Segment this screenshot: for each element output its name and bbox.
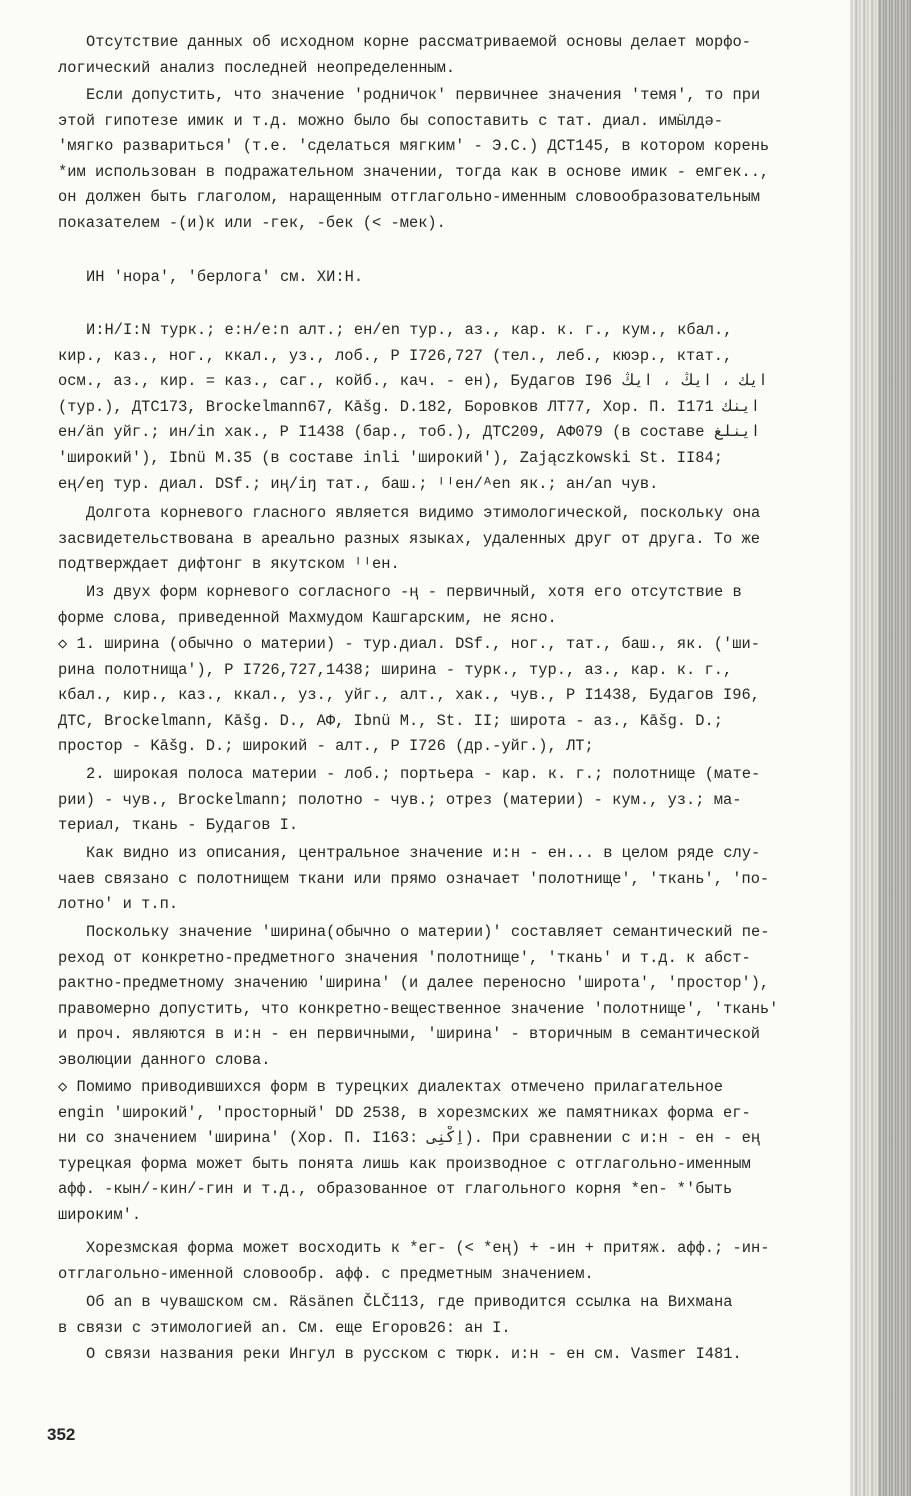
text-line: засвидетельствована в ареально разных языках, удаленных друг от друга. То же [58,529,760,548]
text-line: правомерно допустить, что конкретно-вещественное значение 'полотнище', 'ткань' [58,999,779,1018]
text-line: эволюции данного слова. [58,1050,271,1069]
paragraph-meaning-2 [58,762,853,839]
text-line: Хорезмская форма может восходить к *ег- (< *ең) + -ин + притяж. афф.; -ин- [86,1239,770,1257]
text-line: Долгота корневого гласного является видимо этимологической, поскольку она [86,504,761,522]
paragraph-chuvash [58,1290,853,1341]
paragraph-vowel-length [58,501,853,578]
text-line: ен/än уйг.; ин/in хак., Р I1438 (бар., тоб.), ДТС209, АФ079 (в составе اينلغ [58,423,761,442]
text-line: (тур.), ДТС173, Brockelmann67, Kāšg. D.182, Боровков ЛТ77, Хор. П. I171 اينك [58,397,761,416]
text-line: чаев связано с полотнищем ткани или прямо означает 'полотнище', 'ткань', 'по- [58,869,770,888]
text-line: реход от конкретно-предметного значения 'полотнище', 'ткань' и т.д. к абст- [58,948,751,967]
text-line: *им использован в подражательном значении, тогда как в основе имик - емгек.., [58,162,770,181]
text-line: ◇ 1. ширина (обычно о материи) - тур.диал. DSf., ног., тат., баш., як. ('ши- [58,635,760,653]
paragraph-ingul [58,1342,853,1368]
text-line: афф. -кын/-кин/-гин и т.д., образованное от глагольного корня *en- *'быть [58,1180,733,1199]
text-line: рии) - чув., Brockelmann; полотно - чув.; отрез (материи) - кум., уз.; ма- [58,790,742,809]
text-line: рина полотнища'), Р I726,727,1438; ширина - турк., тур., аз., кар. к. г., [58,660,733,679]
text-line: 'мягко развариться' (т.е. 'сделаться мягким' - Э.С.) ДСТ145, в котором корень [58,137,770,156]
paragraph-khorezm [58,1236,853,1287]
text-line: Если допустить, что значение 'родничок' первичнее значения 'темя', то при [86,86,761,104]
text-line: кир., каз., ног., ккал., уз., лоб., Р I726,727 (тел., леб., кюэр., ктат., [58,346,733,365]
text-line: отглагольно-именной словообр. афф. с предметным значением. [58,1264,594,1283]
text-line: ДТС, Brockelmann, Kāšg. D., АФ, Ibnü M., St. II; широта - аз., Kāšg. D.; [58,711,723,730]
text-line: широким'. [58,1205,142,1224]
text-line: Поскольку значение 'ширина(обычно о материи)' составляет семантический пе- [86,923,770,941]
text-line: рактно-предметному значению 'ширина' (и далее переносно 'широта', 'простор'), [58,974,770,993]
paragraph-hypothesis [58,83,853,237]
text-line: подтверждает дифтонг в якутском ᴵᴵен. [58,555,400,574]
paragraph-description [58,841,853,918]
paragraph-intro [58,30,853,81]
text-line: турецкая форма может быть понята лишь как производное с отглагольно-именным [58,1154,751,1173]
text-line: этой гипотезе имик и т.д. можно было бы сопоставить с тат. диал. имӹлдә- [58,111,723,130]
scan-edge-dark [878,0,911,1496]
text-line: 2. широкая полоса материи - лоб.; портьера - кар. к. г.; полотнище (мате- [86,765,761,783]
text-line: ни со значением 'ширина' (Хор. П. I163: اِكْنِى). При сравнении с и:н - ен - ең [58,1129,761,1148]
text-line: показателем -(и)к или -гек, -бек (< -мек). [58,213,446,232]
paragraph-meaning-1 [58,632,853,760]
text-line: лотно' и т.п. [58,895,179,914]
text-line: О связи названия реки Ингул в русском с тюрк. и:н - ен см. Vasmer I481. [86,1345,742,1363]
entry-heading: ИН 'нора', 'берлога' см. ХИ:Н. [86,268,364,286]
text-line: он должен быть глаголом, наращенным отглагольно-именным словообразовательным [58,188,760,207]
text-line: И:Н/I:N турк.; е:н/е:n алт.; ен/en тур., аз., кар. к. г., кум., кбал., [86,321,733,339]
text-line: логический анализ последней неопределенным. [58,58,456,77]
text-line: engin 'широкий', 'просторный' DD 2538, в хорезмских же памятниках форма ег- [58,1103,751,1122]
text-line: eң/eŋ тур. диал. DSf.; иң/iŋ тат., баш.; ᴵᴵен/ᴬen як.; ан/an чув. [58,474,659,493]
text-line: и проч. являются в и:н - ен первичными, 'ширина' - вторичным в семантической [58,1025,760,1044]
paragraph-semantic-shift [58,920,853,1074]
text-line: териал, ткань - Будагов I. [58,816,299,835]
text-line: форме слова, приведенной Махмудом Кашгарским, не ясно. [58,608,557,627]
text-line: 'широкий'), Ibnü M.35 (в составе inli 'широкий'), Zajączkowski St. II84; [58,448,723,467]
paragraph-consonant [58,580,853,631]
text-line: Как видно из описания, центральное значение и:н - ен... в целом ряде слу- [86,844,761,862]
text-line: Об an в чувашском см. Räsänen ČLČ113, где приводится ссылка на Вихмана [86,1293,733,1311]
text-line: ◇ Помимо приводившихся форм в турецких диалектах отмечено прилагательное [58,1078,724,1096]
text-line: Отсутствие данных об исходном корне рассматриваемой основы делает морфо- [86,33,751,51]
paragraph-forms [58,318,853,497]
text-line: кбал., кир., каз., ккал., уз., уйг., алт., хак., чув., Р I1438, Будагов I96, [58,686,760,705]
text-line: Из двух форм корневого согласного -ң - первичный, хотя его отсутствие в [86,583,742,601]
text-line: простор - Kāšg. D.; широкий - алт., Р I726 (др.-уйг.), ЛТ; [58,737,594,756]
text-line: в связи с этимологией an. См. еще Егоров26: ан I. [58,1318,511,1337]
text-line: осм., аз., кир. = каз., саг., койб., кач. - ен), Будагов I96 ایك ، ایڭ ، ایڭ [58,372,768,391]
page-number: 352 [47,1425,76,1444]
paragraph-engin [58,1075,853,1229]
